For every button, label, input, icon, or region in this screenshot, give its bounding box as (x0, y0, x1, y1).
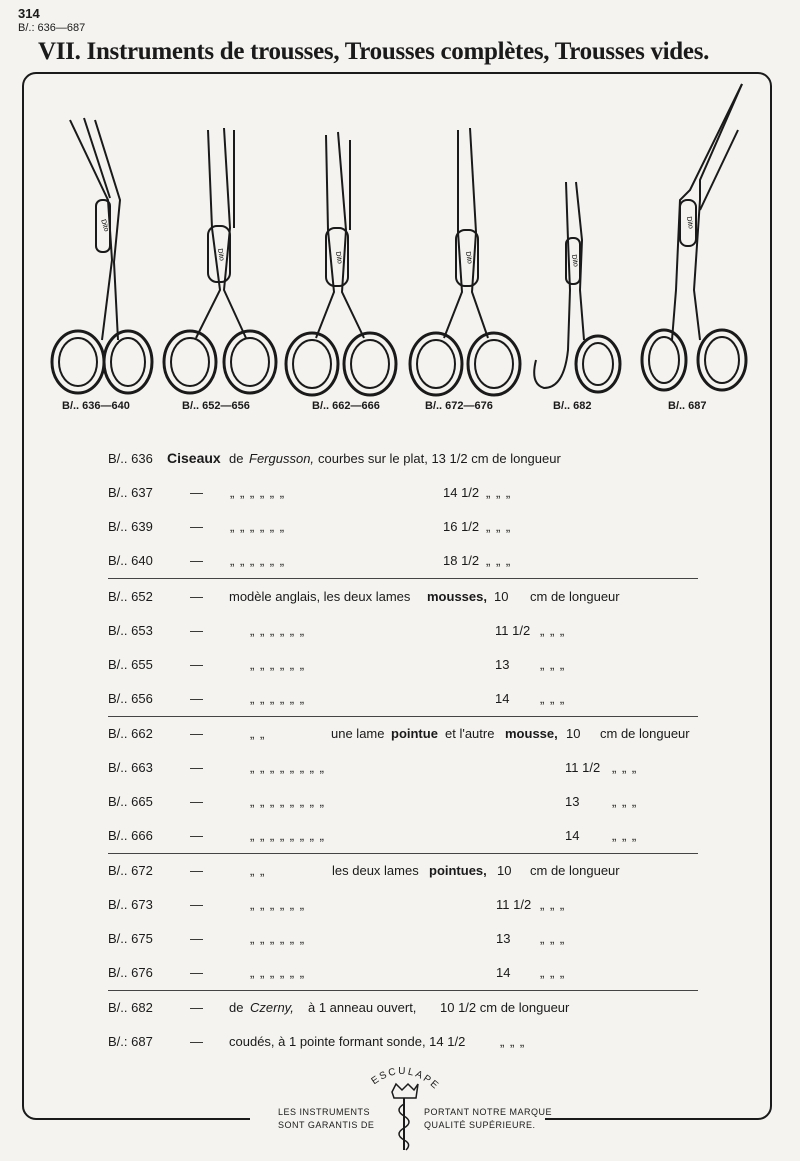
item-desc: modèle anglais, les deux lames (229, 589, 411, 604)
ditto-dash: — (190, 863, 203, 878)
ditto-marks: „ „ „ „ „ „ (250, 691, 306, 706)
ditto-marks: „ „ „ (612, 828, 638, 843)
ditto-marks: „ „ „ (612, 794, 638, 809)
item-desc: les deux lames (332, 863, 419, 878)
ditto-dash: — (190, 657, 203, 672)
caption-687: B/.. 687 (668, 400, 707, 412)
caption-672-676: B/.. 672—676 (425, 400, 493, 412)
item-length: 14 (495, 691, 510, 706)
catalog-row-687 (0, 1034, 800, 1056)
ditto-dash: — (190, 623, 203, 638)
item-desc: courbes sur le plat, 13 1/2 cm de longueur (318, 451, 561, 466)
catalog-row-663 (0, 760, 800, 782)
item-length: 10 (566, 726, 581, 741)
item-code: B/.. 673 (108, 897, 153, 912)
ditto-marks: „ „ „ „ „ „ (230, 519, 286, 534)
catalog-row-637 (0, 485, 800, 507)
item-code: B/.. 655 (108, 657, 153, 672)
item-length: 14 (565, 828, 580, 843)
ditto-marks: „ „ „ „ „ „ (250, 623, 306, 638)
ditto-dash: — (190, 726, 203, 741)
ditto-dash: — (190, 485, 203, 500)
ditto-marks: „ „ „ (486, 519, 512, 534)
item-code: B/.. 662 (108, 726, 153, 741)
catalog-row-655 (0, 657, 800, 679)
ditto-dash: — (190, 897, 203, 912)
item-code: B/.. 666 (108, 828, 153, 843)
item-length: 11 1/2 (496, 897, 532, 912)
ditto-marks: „ „ (250, 863, 266, 878)
item-desc: une lame (331, 726, 385, 741)
ditto-dash: — (190, 589, 203, 604)
catalog-row-640 (0, 553, 800, 575)
catalog-row-662 (0, 726, 800, 748)
logo-arc-text: ESCULAPE (369, 1065, 442, 1093)
catalog-row-666 (0, 828, 800, 850)
item-code: B/.. 652 (108, 589, 153, 604)
ditto-dash: — (190, 1000, 203, 1015)
item-length: 10 (497, 863, 512, 878)
catalog-row-673 (0, 897, 800, 919)
ditto-marks: „ „ „ „ „ „ (250, 897, 306, 912)
item-code: B/.. 682 (108, 1000, 153, 1015)
page-number: 314 (18, 6, 40, 21)
ditto-dash: — (190, 1034, 203, 1049)
caption-652-656: B/.. 652—656 (182, 400, 250, 412)
ditto-dash: — (190, 931, 203, 946)
item-length: 14 1/2 (443, 485, 480, 500)
group-separator (108, 990, 698, 991)
ditto-marks: „ „ „ (612, 760, 638, 775)
blade-stamp: Dito (333, 250, 344, 265)
catalog-row-653 (0, 623, 800, 645)
guarantee-right-line1: PORTANT NOTRE MARQUE (424, 1107, 553, 1117)
item-desc: coudés, à 1 pointe formant sonde, 14 1/2 (229, 1034, 466, 1049)
scissors-636-icon (52, 118, 152, 393)
ditto-marks: „ „ „ (540, 691, 566, 706)
caption-662-666: B/.. 662—666 (312, 400, 380, 412)
blade-stamp: Dito (463, 250, 474, 265)
item-author: Fergusson, (249, 451, 315, 466)
item-length: 13 (565, 794, 580, 809)
item-code: B/.. 640 (108, 553, 153, 568)
ditto-marks: „ „ „ „ „ „ „ „ (250, 794, 325, 809)
ditto-marks: „ „ „ „ „ „ „ „ (250, 828, 325, 843)
item-code: B/.. 672 (108, 863, 153, 878)
page-reference: B/.: 636—687 (18, 22, 86, 34)
item-author: Czerny, (250, 1000, 294, 1015)
catalog-row-639 (0, 519, 800, 541)
guarantee-left-line1: LES INSTRUMENTS (278, 1107, 371, 1117)
ditto-dash: — (190, 760, 203, 775)
item-name: Ciseaux (167, 450, 221, 466)
ditto-marks: „ „ „ (540, 897, 566, 912)
item-length: 16 1/2 (443, 519, 480, 534)
ditto-marks: „ „ „ „ „ „ (230, 553, 286, 568)
ditto-marks: „ „ „ „ „ „ „ „ (250, 760, 325, 775)
catalog-row-665 (0, 794, 800, 816)
item-desc-bold: pointue (391, 726, 438, 741)
catalog-row-675 (0, 931, 800, 953)
catalog-row-682 (0, 1000, 800, 1022)
ditto-marks: „ „ „ „ „ „ (250, 657, 306, 672)
ditto-marks: „ „ „ „ „ „ (250, 965, 306, 980)
blade-stamp: Dito (569, 253, 580, 268)
item-unit: cm de longueur (600, 726, 690, 741)
blade-stamp: Dito (99, 218, 110, 233)
group-separator (108, 578, 698, 579)
item-code: B/.. 653 (108, 623, 153, 638)
guarantee-right-line2: QUALITÉ SUPÉRIEURE. (424, 1120, 536, 1130)
ditto-dash: — (190, 828, 203, 843)
item-length: 11 1/2 (495, 623, 531, 638)
item-desc-bold: mousse, (505, 726, 558, 741)
ditto-marks: „ „ „ (540, 965, 566, 980)
ditto-dash: — (190, 794, 203, 809)
item-length: 13 (495, 657, 510, 672)
guarantee-left-line2: SONT GARANTIS DE (278, 1120, 375, 1130)
page-title: VII. Instruments de trousses, Trousses complètes, Trousses vides. (38, 38, 710, 65)
item-desc-bold: mousses, (427, 589, 487, 604)
item-length: 18 1/2 (443, 553, 480, 568)
group-separator (108, 853, 698, 854)
blade-stamp: Dito (684, 215, 695, 230)
item-code: B/.. 665 (108, 794, 153, 809)
caption-682: B/.. 682 (553, 400, 592, 412)
catalog-row-636 (0, 451, 800, 473)
ditto-marks: „ „ „ (540, 931, 566, 946)
item-desc-bold: pointues, (429, 863, 487, 878)
item-code: B/.: 687 (108, 1034, 153, 1049)
scissors-682-icon (534, 182, 620, 392)
ditto-marks: „ „ „ (540, 623, 566, 638)
scissors-687-icon (642, 84, 746, 390)
item-unit: cm de longueur (530, 589, 620, 604)
item-code: B/.. 656 (108, 691, 153, 706)
catalog-row-656 (0, 691, 800, 713)
item-length: 11 1/2 (565, 760, 601, 775)
catalog-row-672 (0, 863, 800, 885)
ditto-dash: — (190, 965, 203, 980)
ditto-marks: „ „ (250, 726, 266, 741)
scissors-672-icon (410, 128, 520, 395)
item-code: B/.. 675 (108, 931, 153, 946)
item-length: 14 (496, 965, 511, 980)
item-unit: cm de longueur (530, 863, 620, 878)
item-desc: et l'autre (445, 726, 495, 741)
item-length: 13 (496, 931, 511, 946)
item-length: 10 1/2 cm de longueur (440, 1000, 570, 1015)
item-length: 10 (494, 589, 509, 604)
ditto-marks: „ „ „ (540, 657, 566, 672)
item-text: de (229, 1000, 244, 1015)
catalog-row-652 (0, 589, 800, 611)
ditto-dash: — (190, 553, 203, 568)
item-code: B/.. 663 (108, 760, 153, 775)
catalog-row-676 (0, 965, 800, 987)
item-code: B/.. 637 (108, 485, 153, 500)
item-code: B/.. 639 (108, 519, 153, 534)
ditto-marks: „ „ „ (486, 553, 512, 568)
caption-636-640: B/.. 636—640 (62, 400, 130, 412)
ditto-dash: — (190, 691, 203, 706)
ditto-marks: „ „ „ „ „ „ (230, 485, 286, 500)
item-text: de (229, 451, 244, 466)
scissors-illustration (0, 0, 800, 420)
ditto-dash: — (190, 519, 203, 534)
item-desc: à 1 anneau ouvert, (308, 1000, 417, 1015)
item-code: B/.. 636 (108, 451, 153, 466)
blade-stamp: Dito (215, 247, 226, 262)
group-separator (108, 716, 698, 717)
item-code: B/.. 676 (108, 965, 153, 980)
ditto-marks: „ „ „ (500, 1034, 526, 1049)
ditto-marks: „ „ „ „ „ „ (250, 931, 306, 946)
ditto-marks: „ „ „ (486, 485, 512, 500)
